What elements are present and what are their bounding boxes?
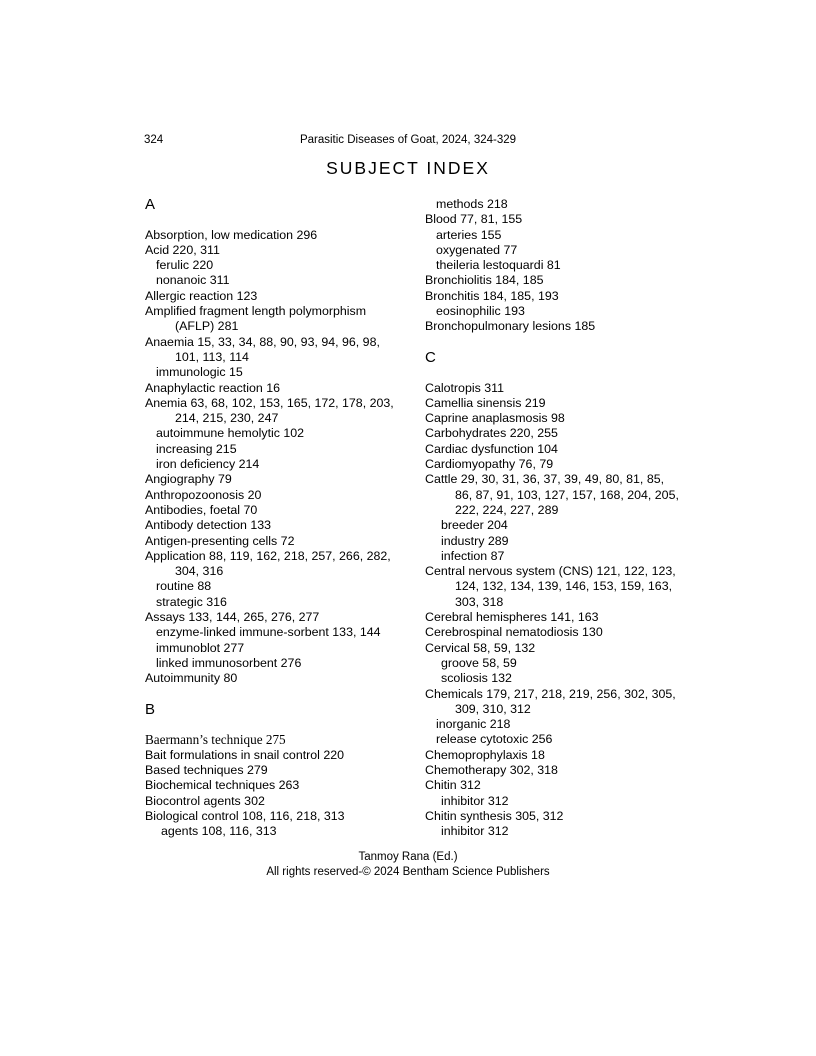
index-line: Chemoprophylaxis 18	[425, 747, 545, 762]
index-line: infection 87	[441, 548, 505, 563]
index-line: 222, 224, 227, 289	[455, 502, 559, 517]
index-line: oxygenated 77	[436, 242, 518, 257]
index-line: Biocontrol agents 302	[145, 793, 265, 808]
index-line: 303, 318	[455, 594, 504, 609]
index-column-right	[425, 197, 715, 839]
index-line: Camellia sinensis 219	[425, 395, 546, 410]
index-line: Anthropozoonosis 20	[145, 487, 262, 502]
index-line: Amplified fragment length polymorphism	[145, 304, 367, 319]
index-line: Chemicals 179, 217, 218, 219, 256, 302, 305,	[425, 686, 676, 701]
index-line: Central nervous system (CNS) 121, 122, 123,	[425, 564, 676, 579]
index-line: 214, 215, 230, 247	[175, 411, 279, 426]
index-line: arteries 155	[436, 227, 502, 242]
page-footer	[0, 850, 816, 880]
index-line: Antigen-presenting cells 72	[145, 533, 295, 548]
line-gap	[145, 687, 435, 702]
index-line: release cytotoxic 256	[436, 732, 553, 747]
index-line: Chitin 312	[425, 778, 481, 793]
index-line: Cerebral hemispheres 141, 163	[425, 610, 599, 625]
index-line: methods 218	[436, 197, 508, 211]
index-line: immunologic 15	[156, 365, 243, 380]
index-line: Cerebrospinal nematodiosis 130	[425, 625, 603, 640]
index-line: Bronchiolitis 184, 185	[425, 273, 544, 288]
index-column-left	[145, 197, 435, 839]
index-line: 309, 310, 312	[455, 701, 531, 716]
index-line: Bait formulations in snail control 220	[145, 747, 345, 762]
index-line: eosinophilic 193	[436, 304, 525, 319]
section-heading: A	[145, 196, 156, 213]
index-line: Biochemical techniques 263	[145, 778, 300, 793]
index-line: Cervical 58, 59, 132	[425, 640, 536, 655]
line-gap	[425, 365, 715, 380]
index-line: Anaphylactic reaction 16	[145, 380, 281, 395]
index-line: 101, 113, 114	[175, 349, 249, 364]
index-line: Acid 220, 311	[145, 242, 220, 257]
index-line: Absorption, low medication 296	[145, 227, 318, 242]
index-line: routine 88	[156, 579, 212, 594]
index-line: scoliosis 132	[441, 671, 512, 686]
index-line: Application 88, 119, 162, 218, 257, 266, 282,	[145, 548, 391, 563]
index-line: Chemotherapy 302, 318	[425, 762, 558, 777]
index-line: inhibitor 312	[441, 824, 509, 839]
index-line: Carbohydrates 220, 255	[425, 426, 558, 441]
footer-rights: All rights reserved-© 2024 Bentham Science Publishers	[266, 866, 550, 879]
index-line: iron deficiency 214	[156, 457, 260, 472]
index-line: breeder 204	[441, 518, 508, 533]
index-line: ferulic 220	[156, 258, 214, 273]
index-line: theileria lestoquardi 81	[436, 258, 561, 273]
index-line: Assays 133, 144, 265, 276, 277	[145, 610, 320, 625]
index-line: agents 108, 116, 313	[161, 824, 277, 839]
index-line: autoimmune hemolytic 102	[156, 426, 305, 441]
index-line: Allergic reaction 123	[145, 288, 258, 303]
index-line: strategic 316	[156, 594, 227, 609]
index-line: Bronchopulmonary lesions 185	[425, 319, 596, 334]
index-line: Antibody detection 133	[145, 518, 272, 533]
running-title: Parasitic Diseases of Goat, 2024, 324-329	[299, 134, 517, 146]
index-line: Autoimmunity 80	[145, 671, 238, 686]
index-line: Cardiomyopathy 76, 79	[425, 457, 554, 472]
index-line: Cattle 29, 30, 31, 36, 37, 39, 49, 80, 81, 85,	[425, 472, 665, 487]
index-line: increasing 215	[156, 441, 237, 456]
line-gap	[145, 212, 435, 227]
index-line: Calotropis 311	[425, 380, 504, 395]
index-line: groove 58, 59	[441, 655, 517, 670]
index-line: Antibodies, foetal 70	[145, 502, 258, 517]
index-line: linked immunosorbent 276	[156, 655, 302, 670]
index-line: Angiography 79	[145, 472, 232, 487]
footer-editor: Tanmoy Rana (Ed.)	[358, 851, 458, 863]
page-number: 324	[144, 134, 164, 146]
running-header	[0, 133, 816, 149]
index-line: Anaemia 15, 33, 34, 88, 90, 93, 94, 96, 98,	[145, 334, 380, 349]
line-gap	[145, 717, 435, 732]
index-line: Caprine anaplasmosis 98	[425, 411, 565, 426]
section-heading: B	[145, 700, 156, 718]
index-line: Biological control 108, 116, 218, 313	[145, 808, 345, 823]
index-line: Chitin synthesis 305, 312	[425, 808, 564, 823]
index-line: 86, 87, 91, 103, 127, 157, 168, 204, 205,	[455, 487, 679, 502]
index-line: industry 289	[441, 533, 509, 548]
index-line: Baermann’s technique 275	[145, 732, 286, 748]
index-line: inorganic 218	[436, 717, 511, 732]
index-line: inhibitor 312	[441, 793, 509, 808]
index-line: (AFLP) 281	[175, 319, 239, 334]
index-line: nonanoic 311	[156, 273, 230, 288]
index-line: 304, 316	[175, 564, 224, 579]
index-line: Cardiac dysfunction 104	[425, 441, 558, 456]
index-line: enzyme-linked immune-sorbent 133, 144	[156, 625, 381, 640]
index-line: 124, 132, 134, 139, 146, 153, 159, 163,	[455, 579, 673, 594]
section-heading: C	[425, 348, 436, 366]
index-line: Based techniques 279	[145, 762, 268, 777]
index-line: Blood 77, 81, 155	[425, 212, 523, 227]
page-title: SUBJECT INDEX	[326, 158, 490, 178]
index-line: immunoblot 277	[156, 640, 245, 655]
index-line: Anemia 63, 68, 102, 153, 165, 172, 178, 203,	[145, 395, 394, 410]
index-line: Bronchitis 184, 185, 193	[425, 288, 559, 303]
line-gap	[425, 335, 715, 350]
